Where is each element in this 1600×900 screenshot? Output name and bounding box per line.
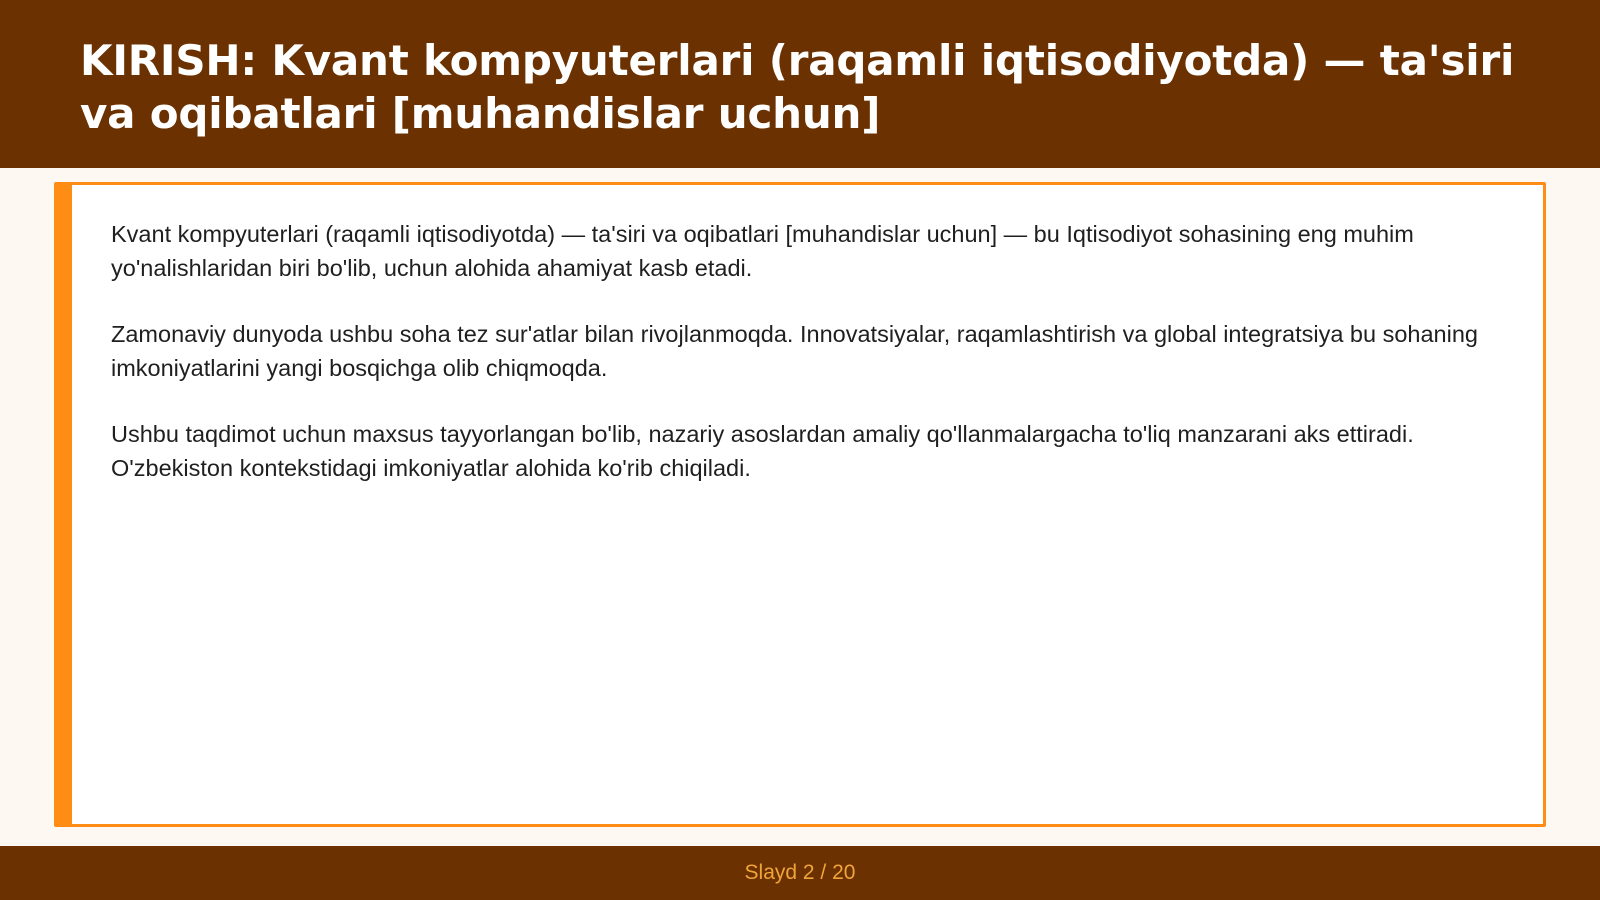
paragraph-presentation-scope: Ushbu taqdimot uchun maxsus tayyorlangan bo'lib, nazariy asoslardan amaliy qo'llanmalargacha to'liq manzarani aks ettiradi. O'zbekiston kontekstidagi imkoniyatlar alohida ko'rib chiqiladi. — [111, 421, 1414, 481]
slide-footer — [0, 846, 1600, 900]
paragraph-intro: Kvant kompyuterlari (raqamli iqtisodiyotda) — ta'siri va oqibatlari [muhandislar uchun] — bu Iqtisodiyot sohasining eng muhim yo'nalishlaridan biri bo'lib, uchun alohida ahamiyat kasb etadi. — [111, 221, 1414, 281]
slide-number: Slayd 2 / 20 — [744, 861, 856, 884]
content-card — [54, 182, 1546, 827]
slide-title: KIRISH: Kvant kompyuterlari (raqamli iqtisodiyotda) — ta'siri va oqibatlari [muhandislar uchun] — [80, 36, 1515, 138]
slide-header — [0, 0, 1600, 168]
paragraph-modern-world: Zamonaviy dunyoda ushbu soha tez sur'atlar bilan rivojlanmoqda. Innovatsiyalar, raqamlashtirish va global integratsiya bu sohaning imkoniyatlarini yangi bosqichga olib chiqmoqda. — [111, 321, 1478, 381]
